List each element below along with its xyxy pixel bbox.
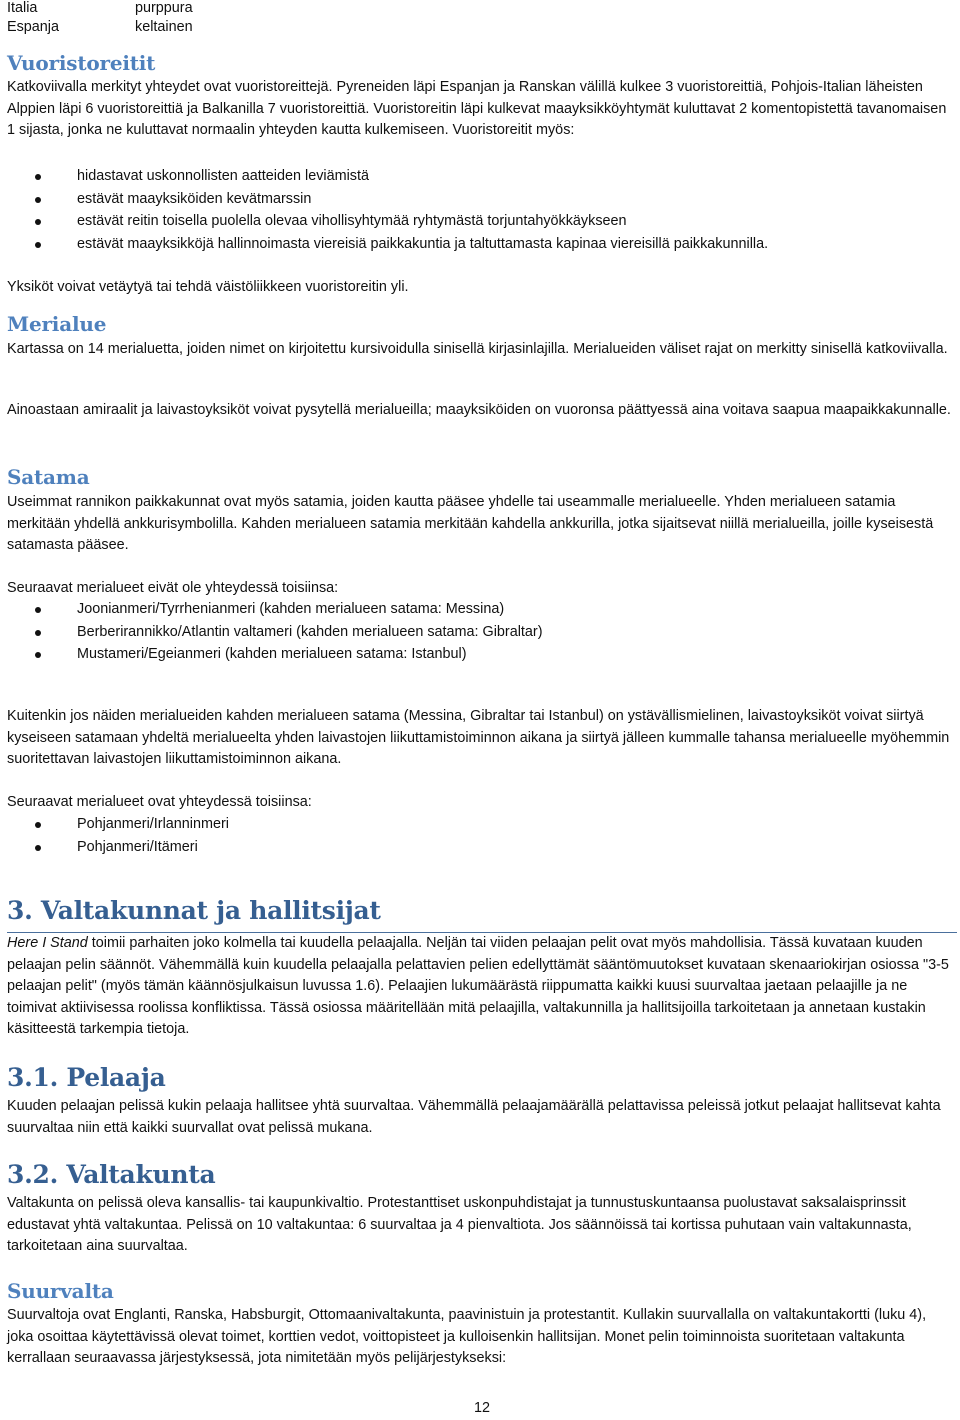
table-cell-color: keltainen [135,19,193,35]
paragraph: Ainoastaan amiraalit ja laivastoyksiköt voivat pysytellä merialueilla; maayksiköiden on vuoronsa päättyessä aina voitava saapua maapaikkakunnalle. [7,402,951,418]
game-title: Here I Stand [7,935,88,951]
bullet-icon [35,845,41,851]
paragraph: Seuraavat merialueet ovat yhteydessä toisiinsa: [7,794,312,810]
section-heading: Satama [7,465,90,489]
section-heading: Vuoristoreitit [7,51,156,75]
subchapter-heading: 3.1. Pelaaja [7,1063,166,1092]
table-row [7,17,307,38]
list-item: hidastavat uskonnollisten aatteiden leviämistä [7,165,951,188]
paragraph: Katkoviivalla merkityt yhteydet ovat vuoristoreittejä. Pyreneiden läpi Espanjan ja Ranskan välillä kulkee 3 vuoristoreittiä, Pohjois-Italian läheisten Alppien läpi 6 vuoristoreittiä ja Balkanilla 7 vuoristoreittiä. Vuoristoreitin läpi kulkevat maayksikköyhtymät kuluttavat 2 komentopistettä tavanomaisen 1 sijasta, jonka ne kuluttavat normaalin yhteyden kautta kulkemiseen. Vuoristoreitit myös: [7,79,947,138]
paragraph: Kartassa on 14 merialuetta, joiden nimet on kirjoitettu kursivoidulla sinisellä kirjasinlajilla. Merialueiden väliset rajat on merkitty sinisellä katkoviivalla. [7,341,948,357]
list-item: Pohjanmeri/Irlanninmeri [7,813,951,836]
list-item: Mustameri/Egeianmeri (kahden merialueen satama: Istanbul) [7,643,951,666]
paragraph: Suurvaltoja ovat Englanti, Ranska, Habsburgit, Ottomaanivaltakunta, paavinistuin ja protestantit. Kullakin suurvallalla on valtakuntakortti (luku 4), joka osoittaa käytettävissä olevat toimet, korttien vedot, voittopisteet ja kulloisenkin hallitsijan. Monet pelin toiminnoista suoritetaan valtakunta kerrallaan seuraavassa järjestyksessä, jota nimitetään myös pelijärjestykseksi: [7,1307,927,1366]
bullet-icon [35,630,41,636]
section-heading: Merialue [7,312,107,336]
page-number: 12 [473,1400,490,1416]
subchapter-heading: 3.2. Valtakunta [7,1160,216,1189]
list-item: Pohjanmeri/Itämeri [7,836,951,859]
list-item: Berberirannikko/Atlantin valtameri (kahden merialueen satama: Gibraltar) [7,621,951,644]
chapter-heading: 3. Valtakunnat ja hallitsijat [7,896,381,925]
table-cell-color: purppura [135,0,193,16]
bullet-icon [35,174,41,180]
table-cell-country: Espanja [7,19,60,35]
bullet-icon [35,822,41,828]
list-item: estävät maayksiköiden kevätmarssin [7,188,951,211]
list-item: estävät reitin toisella puolella olevaa vihollisyhtymää ryhtymästä torjuntahyökkäykseen [7,210,951,233]
paragraph: Yksiköt voivat vetäytyä tai tehdä väistöliikkeen vuoristoreitin yli. [7,279,409,295]
paragraph: Useimmat rannikon paikkakunnat ovat myös satamia, joiden kautta pääsee yhdelle tai useammalle merialueelle. Yhden merialueen satamia merkitään yhdellä ankkurisymbolilla. Kahden merialueen satamia merkitään kahdella ankkurilla, jotka sijaitsevat niillä merialueilla, joille kyseisestä satamasta pääsee. [7,494,934,553]
section-heading: Suurvalta [7,1279,114,1303]
bullet-icon [35,197,41,203]
paragraph: Kuitenkin jos näiden merialueiden kahden merialueen satama (Messina, Gibraltar tai Istanbul) on ystävällismielinen, laivastoyksiköt voivat siirtyä kyseiseen satamaan yhdeltä merialueelta yhden laivastojen liikuttamistoiminnon aikana ja siirtyä jälleen kummalle tahansa merialueelle myöhemmin suoritettavan laivastojen liikuttamistoiminnon aikana. [7,708,950,767]
paragraph: Here I Stand toimii parhaiten joko kolmella tai kuudella pelaajalla. Neljän tai viiden pelaajan pelit ovat myös mahdollisia. Tässä kuvataan kuuden pelaajan pelin säännöt. Vähemmällä kuin kuudella pelaajalla pelattavien pelien edellyttämät sääntömuutokset kuvataan skenaariokirjan osiossa "3-5 pelaajan pelit" (myös tämän käännösjulkaisun luvussa 1.6). Pelaajien lukumäärästä riippumatta kaikki kuusi suurvaltaa jaetaan pelaajille ja ne toimivat aktiivisessa roolissa konfliktissa. Tässä osiossa määritellään mitä pelaajilla, valtakunnilla ja hallitsijoilla tarkoitetaan ja annetaan kustakin käsitteestä tarkempia tietoja. [7,935,949,1037]
bullet-list [7,165,951,255]
bullet-list [7,598,951,666]
bullet-icon [35,242,41,248]
paragraph: Valtakunta on pelissä oleva kansallis- tai kaupunkivaltio. Protestanttiset uskonpuhdistajat ja tunnustuskuntaansa puolustavat saksalaisprinssit edustavat yhtä valtakuntaa. Pelissä on 10 valtakuntaa: 6 suurvaltaa ja 4 pienvaltiota. Jos säännöissä tai kortissa puhutaan vain valtakunnasta, tarkoitetaan aina suurvaltaa. [7,1195,912,1254]
bullet-icon [35,652,41,658]
bullet-icon [35,219,41,225]
bullet-list [7,813,951,858]
paragraph: Seuraavat merialueet eivät ole yhteydessä toisiinsa: [7,580,339,596]
table-cell-country: Italia [7,0,38,16]
list-item: Joonianmeri/Tyrrhenianmeri (kahden merialueen satama: Messina) [7,598,951,621]
list-item: estävät maayksikköjä hallinnoimasta viereisiä paikkakuntia ja taltuttamasta kapinaa viereisillä paikkakunnilla. [7,233,951,256]
bullet-icon [35,607,41,613]
paragraph: Kuuden pelaajan pelissä kukin pelaaja hallitsee yhtä suurvaltaa. Vähemmällä pelaajamäärällä pelattavissa peleissä jotkut pelaajat hallitsevat kahta suurvaltaa niin että kaikki suurvallat ovat pelissä mukana. [7,1098,941,1136]
